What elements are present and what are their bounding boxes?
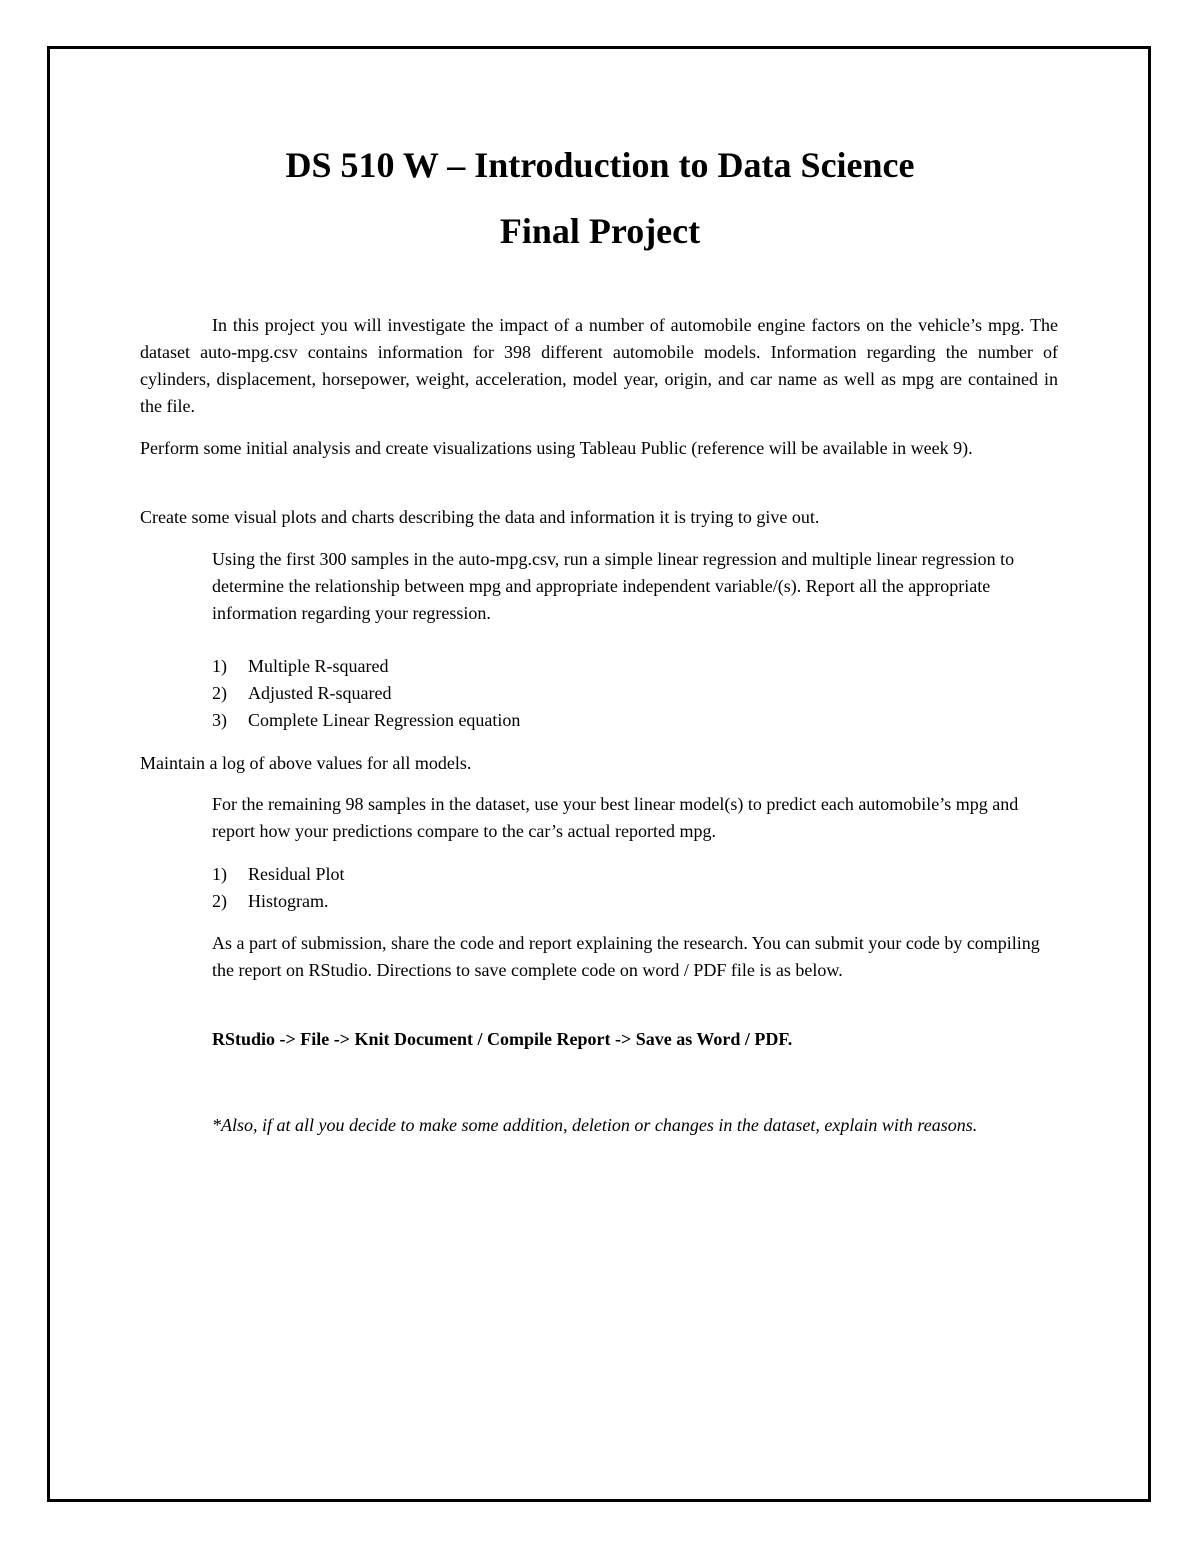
regression-paragraph: Using the first 300 samples in the auto-mpg.csv, run a simple linear regression and multiple linear regression to determine the relationship between mpg and appropriate independent variable/(s). Report all the appropriate information regarding your regression. [212,549,1015,623]
list-item: 2) Histogram. [212,891,329,911]
list-item: 1) Multiple R-squared [212,656,389,676]
document-subtitle: Final Project [499,211,701,251]
intro-paragraph: In this project you will investigate the impact of a number of automobile engine factors on the vehicle’s mpg. The dataset auto-mpg.csv contains information for 398 different automobile models. Information regarding the number of cylinders, displacement, horsepower, weight, acceleration, model year, origin, and car name as well as mpg are contained in the file. [140,315,1058,416]
list-item: 1) Residual Plot [212,864,345,884]
submission-paragraph: As a part of submission, share the code and report explaining the research. You can submit your code by compiling the report on RStudio. Directions to save complete code on word / PDF file is as below. [212,933,1040,980]
prediction-paragraph: For the remaining 98 samples in the dataset, use your best linear model(s) to predict each automobile’s mpg and report how your predictions compare to the car’s actual reported mpg. [212,794,1019,841]
list-item: 2) Adjusted R-squared [212,683,392,703]
regression-list [212,653,520,734]
dataset-note: *Also, if at all you decide to make some addition, deletion or changes in the dataset, explain with reasons. [212,1115,978,1135]
tableau-paragraph: Perform some initial analysis and create visualizations using Tableau Public (reference will be available in week 9). [140,438,973,458]
log-paragraph: Maintain a log of above values for all models. [140,753,472,773]
list-item: 3) Complete Linear Regression equation [212,710,521,730]
visualization-paragraph: Create some visual plots and charts describing the data and information it is trying to give out. [140,507,820,527]
document-title: DS 510 W – Introduction to Data Science [285,145,915,185]
prediction-list [212,861,345,915]
directions-line: RStudio -> File -> Knit Document / Compile Report -> Save as Word / PDF. [212,1029,793,1049]
